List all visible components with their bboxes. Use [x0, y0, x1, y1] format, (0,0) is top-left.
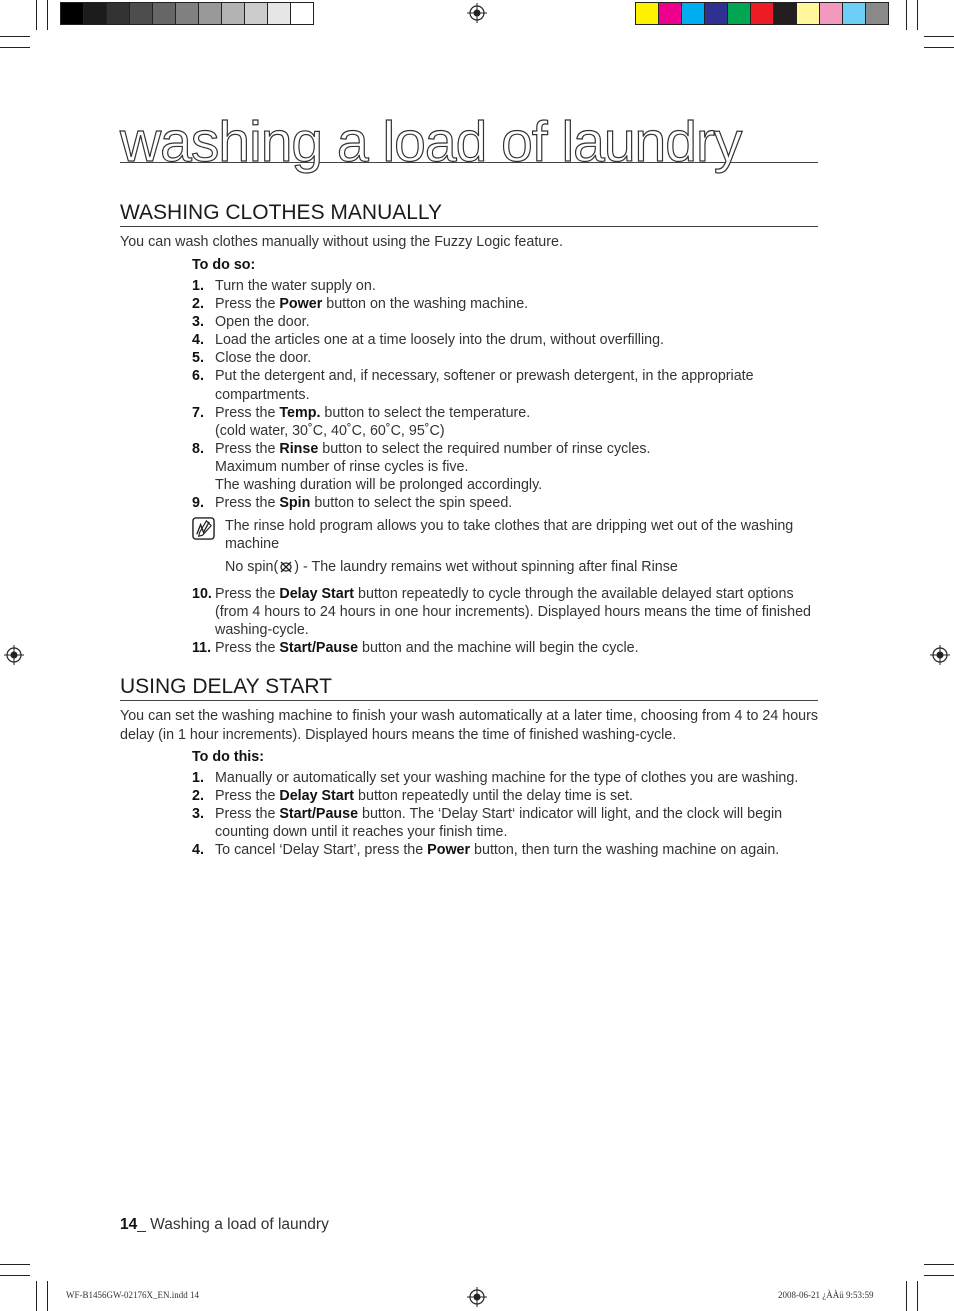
color-swatch [820, 3, 843, 24]
subheading: To do so: [192, 257, 256, 273]
step-text: button to select the required number of rinse cycles. [318, 440, 651, 457]
button-name: Delay Start [279, 788, 355, 805]
step-item [192, 313, 818, 331]
step-text: Turn the water supply on. [215, 278, 376, 294]
color-swatch [107, 3, 130, 24]
step-item [192, 639, 818, 657]
crop-mark [0, 1275, 30, 1276]
step-number: 7. [192, 404, 204, 421]
crop-mark [924, 47, 954, 48]
step-text: button and the machine will begin the cycle. [358, 640, 639, 657]
color-swatch [291, 3, 313, 24]
step-number: 3. [192, 806, 204, 823]
cmyk-color-bar [635, 2, 889, 25]
step-number: 4. [192, 332, 204, 349]
button-name: Start/Pause [279, 640, 359, 657]
step-item [192, 367, 818, 403]
color-swatch [659, 3, 682, 24]
step-item [192, 349, 818, 367]
step-text: Load the articles one at a time loosely into the drum, without overfilling. [215, 332, 665, 349]
step-number: 5. [192, 350, 204, 367]
button-name: Power [427, 842, 471, 859]
file-slug: WF-B1456GW-02176X_EN.indd 14 [66, 1290, 199, 1300]
step-number: 2. [192, 788, 204, 805]
crop-mark [924, 1275, 954, 1276]
step-number: 6. [192, 368, 204, 385]
button-name: Spin [279, 495, 311, 512]
note-no-spin-line [225, 558, 818, 576]
step-number: 9. [192, 495, 204, 512]
button-name: Start/Pause [279, 806, 359, 823]
step-text: button repeatedly to cycle through the available delayed start options (from 4 hours to 24 hours in one hour increments). Displayed hours means the time of finished washing-cycle. [215, 586, 812, 639]
color-swatch [268, 3, 291, 24]
registration-mark-icon [4, 645, 24, 665]
color-swatch [153, 3, 176, 24]
crop-mark [917, 0, 918, 30]
crop-mark [0, 36, 30, 37]
page-title: washing a load of laundry [120, 110, 818, 163]
no-spin-icon [278, 560, 294, 574]
crop-mark [0, 1264, 30, 1265]
button-name: Temp. [279, 404, 321, 421]
crop-mark [924, 36, 954, 37]
step-text: Put the detergent and, if necessary, softener or prewash detergent, in the appropriate compartments. [215, 368, 754, 403]
step-item [192, 440, 818, 494]
step-text: Press the [215, 495, 280, 512]
date-slug: 2008-06-21 ¿ÀÀü 9:53:59 [778, 1290, 874, 1300]
step-item [192, 787, 818, 805]
section-intro: You can wash clothes manually without using the Fuzzy Logic feature. [120, 234, 563, 250]
color-swatch [84, 3, 107, 24]
grayscale-color-bar [60, 2, 314, 25]
color-swatch [866, 3, 888, 24]
note-no-spin-prefix: No spin( [225, 559, 279, 575]
step-number: 8. [192, 440, 204, 457]
step-text: button to select the temperature. [320, 404, 531, 421]
step-number: 11. [192, 640, 212, 657]
page-number: 14 [120, 1216, 138, 1233]
crop-mark [36, 1281, 37, 1311]
steps-list-continued [192, 585, 818, 657]
step-number: 2. [192, 296, 204, 313]
step-text: Manually or automatically set your washing machine for the type of clothes you are washing. [215, 770, 799, 786]
step-text: Close the door. [215, 350, 312, 367]
step-text: Press the [215, 440, 280, 457]
registration-mark-icon [930, 645, 950, 665]
step-text: Press the [215, 296, 280, 313]
step-text: To cancel ‘Delay Start’, press the [215, 842, 428, 859]
steps-list [192, 769, 818, 859]
color-swatch [199, 3, 222, 24]
color-swatch [797, 3, 820, 24]
color-swatch [705, 3, 728, 24]
step-number: 10. [192, 586, 212, 602]
color-swatch [222, 3, 245, 24]
section-heading-delay-start: USING DELAY START [120, 675, 818, 701]
color-swatch [728, 3, 751, 24]
button-name: Delay Start [279, 586, 355, 602]
button-name: Power [279, 296, 323, 313]
crop-mark [924, 1264, 954, 1265]
step-item [192, 277, 818, 295]
crop-mark [47, 1281, 48, 1311]
step-text: button on the washing machine. [322, 296, 529, 313]
crop-mark [906, 1281, 907, 1311]
color-swatch [682, 3, 705, 24]
step-item [192, 841, 818, 859]
step-item [192, 295, 818, 313]
crop-mark [0, 47, 30, 48]
color-swatch [245, 3, 268, 24]
step-item [192, 585, 818, 639]
color-swatch [774, 3, 797, 24]
step-continuation: Maximum number of rinse cycles is five. [215, 458, 469, 475]
step-continuation: (cold water, 30˚C, 40˚C, 60˚C, 95˚C) [215, 422, 445, 439]
crop-mark [36, 0, 37, 30]
crop-mark [906, 0, 907, 30]
section-heading-washing-manually: WASHING CLOTHES MANUALLY [120, 201, 818, 227]
page-footer [120, 1216, 329, 1234]
step-text: Open the door. [215, 314, 310, 331]
step-number: 1. [192, 278, 204, 294]
color-swatch [843, 3, 866, 24]
section-intro: You can set the washing machine to finish your wash automatically at a later time, choosing from 4 to 24 hours delay (in 1 hour increments). Displayed hours means the time of finished washing-cycle. [120, 708, 819, 743]
steps-list [192, 277, 818, 512]
note-text: The rinse hold program allows you to take clothes that are dripping wet out of the washing machine [225, 518, 794, 553]
step-number: 3. [192, 314, 204, 331]
step-item [192, 494, 818, 512]
step-item [192, 331, 818, 349]
color-swatch [636, 3, 659, 24]
subheading: To do this: [192, 749, 264, 765]
step-number: 1. [192, 770, 204, 786]
step-text: button repeatedly until the delay time is set. [354, 788, 634, 805]
color-swatch [751, 3, 774, 24]
step-text: button to select the spin speed. [310, 495, 513, 512]
button-name: Rinse [279, 440, 319, 457]
registration-mark-icon [467, 1287, 487, 1307]
note-box [192, 517, 818, 577]
step-text: Press the [215, 640, 280, 657]
color-swatch [130, 3, 153, 24]
note-pencil-icon [192, 517, 215, 540]
registration-mark-icon [467, 3, 487, 23]
crop-mark [917, 1281, 918, 1311]
step-text: button. The ‘Delay Start‘ indicator will light, and the clock will begin counting down until it reaches your finish time. [215, 806, 783, 841]
step-item [192, 769, 818, 787]
step-item [192, 404, 818, 440]
step-continuation: The washing duration will be prolonged accordingly. [215, 477, 543, 494]
step-number: 4. [192, 842, 204, 859]
step-text: Press the [215, 788, 280, 805]
step-text: Press the [215, 404, 280, 421]
color-swatch [176, 3, 199, 24]
step-text: Press the [215, 586, 280, 602]
step-text: button, then turn the washing machine on again. [470, 842, 780, 859]
note-no-spin-suffix: ) - The laundry remains wet without spinning after final Rinse [294, 559, 678, 575]
crop-mark [47, 0, 48, 30]
step-text: Press the [215, 806, 280, 823]
color-swatch [61, 3, 84, 24]
step-item [192, 805, 818, 841]
footer-label: _ Washing a load of laundry [137, 1216, 329, 1233]
